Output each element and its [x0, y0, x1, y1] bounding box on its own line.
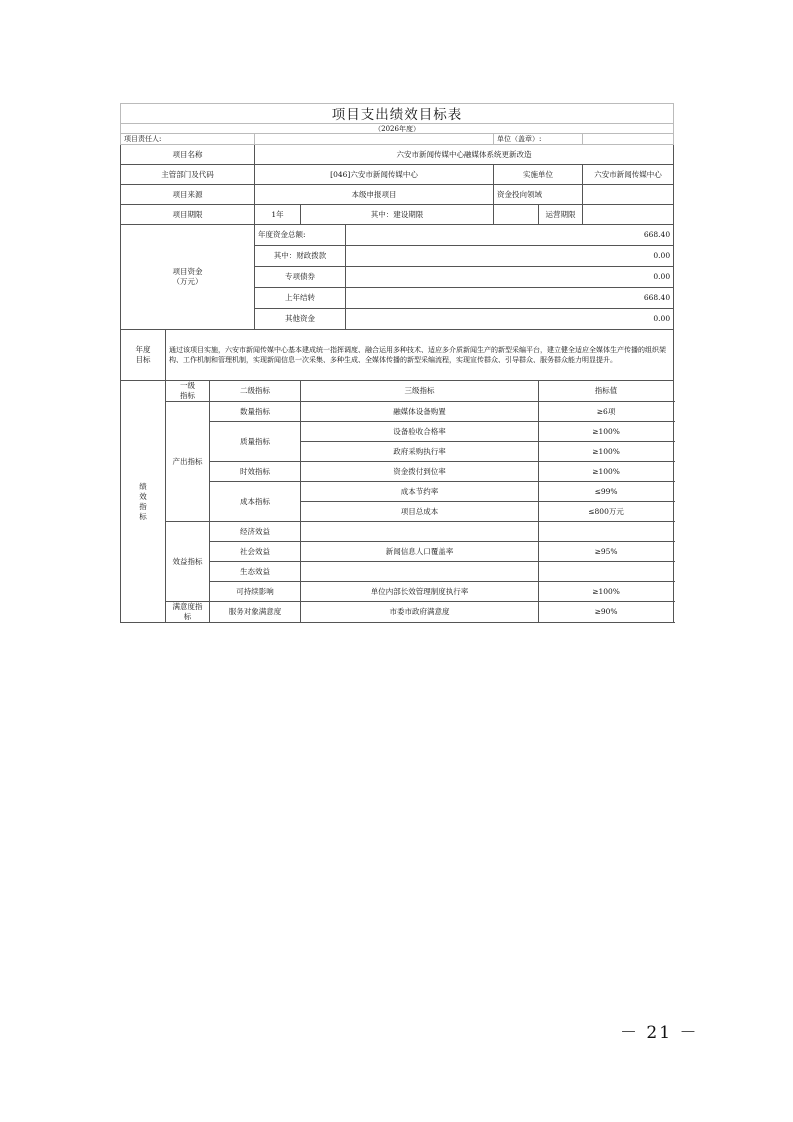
funds-label-line2: （万元） — [172, 277, 203, 286]
eco-indicator: 生态效益 — [210, 562, 301, 582]
funds-total-label: 年度资金总额: — [255, 225, 346, 246]
social-l3: 新闻信息人口覆盖率 — [301, 542, 539, 562]
head-level1-line2: 指标 — [180, 391, 195, 400]
period-value: 1年 — [255, 205, 301, 225]
cost-l3-1: 成本节约率 — [301, 482, 539, 502]
dept-label: 主管部门及代码 — [121, 165, 255, 185]
head-level2: 二级指标 — [210, 381, 301, 402]
funds-other-value: 0.00 — [346, 309, 674, 330]
build-period-value — [494, 205, 539, 225]
form-year: （2026年度） — [121, 124, 674, 134]
goal-label — [121, 330, 166, 381]
output-indicator-label: 产出指标 — [166, 402, 210, 522]
responsible-label: 项目责任人: — [121, 134, 255, 145]
social-indicator: 社会效益 — [210, 542, 301, 562]
satisfaction-value: ≥90% — [539, 602, 674, 623]
invest-label: 资金投向领域 — [494, 185, 583, 205]
benefit-indicator-label: 效益指标 — [166, 522, 210, 602]
responsible-value — [255, 134, 494, 145]
economic-indicator: 经济效益 — [210, 522, 301, 542]
ops-period-label: 运营期限 — [539, 205, 583, 225]
side-char-1: 绩 — [139, 481, 147, 491]
time-indicator: 时效指标 — [210, 462, 301, 482]
time-l3: 资金拨付到位率 — [301, 462, 539, 482]
head-level3: 三级指标 — [301, 381, 539, 402]
head-value: 指标值 — [539, 381, 674, 402]
impl-unit-value: 六安市新闻传媒中心 — [583, 165, 674, 185]
performance-target-form — [120, 103, 673, 623]
source-label: 项目来源 — [121, 185, 255, 205]
economic-l3 — [301, 522, 539, 542]
funds-other-label: 其他资金 — [255, 309, 346, 330]
head-level1-line1: 一级 — [180, 381, 195, 390]
side-char-3: 指 — [139, 501, 147, 511]
funds-total-value: 668.40 — [346, 225, 674, 246]
form-title: 项目支出绩效目标表 — [121, 104, 674, 124]
economic-value — [539, 522, 674, 542]
sustain-indicator: 可持续影响 — [210, 582, 301, 602]
cost-value-1: ≤99% — [539, 482, 674, 502]
social-value: ≥95% — [539, 542, 674, 562]
impl-unit-label: 实施单位 — [494, 165, 583, 185]
funds-label-line1: 项目资金 — [172, 267, 203, 276]
cost-value-2: ≤800万元 — [539, 502, 674, 522]
indicators-side-label — [121, 381, 166, 623]
head-level1 — [166, 381, 210, 402]
cost-indicator: 成本指标 — [210, 482, 301, 522]
funds-fiscal-label: 其中：财政拨款 — [255, 246, 346, 267]
sustain-l3: 单位内部长效管理制度执行率 — [301, 582, 539, 602]
ops-period-value — [583, 205, 674, 225]
quality-indicator: 质量指标 — [210, 422, 301, 462]
project-name-value: 六安市新闻传媒中心融媒体系统更新改造 — [255, 145, 674, 165]
page-number: － 21 － — [620, 1023, 699, 1043]
form-table — [120, 103, 674, 623]
invest-value — [583, 185, 674, 205]
satisfaction-l2: 服务对象满意度 — [210, 602, 301, 623]
goal-text: 通过该项目实施，六安市新闻传媒中心基本建成统一指挥调度、融合运用多种技术、适应多介质新闻生产的新型采编平台，建立健全适应全媒体生产传播的组织架构、工作机制和管理机制，实现新闻信息一次采集、多种生成、全媒体传播的新型采编流程，实现宣传群众、引导群众、服务群众能力明显提升。 — [166, 330, 674, 381]
funds-label — [121, 225, 255, 330]
build-period-label: 其中：建设期限 — [301, 205, 494, 225]
quantity-l3: 融媒体设备购置 — [301, 402, 539, 422]
unit-seal-value — [583, 134, 674, 145]
time-value: ≥100% — [539, 462, 674, 482]
funds-bond-value: 0.00 — [346, 267, 674, 288]
sustain-value: ≥100% — [539, 582, 674, 602]
funds-bond-label: 专项债券 — [255, 267, 346, 288]
quality-value-2: ≥100% — [539, 442, 674, 462]
project-name-label: 项目名称 — [121, 145, 255, 165]
quality-l3-1: 设备验收合格率 — [301, 422, 539, 442]
unit-seal-label: 单位（盖章）: — [494, 134, 583, 145]
funds-carryover-label: 上年结转 — [255, 288, 346, 309]
goal-label-line1: 年度 — [135, 345, 151, 354]
quality-value-1: ≥100% — [539, 422, 674, 442]
cost-l3-2: 项目总成本 — [301, 502, 539, 522]
side-char-4: 标 — [139, 511, 147, 521]
quantity-value: ≥6项 — [539, 402, 674, 422]
dept-value: [046]六安市新闻传媒中心 — [255, 165, 494, 185]
quantity-indicator: 数量指标 — [210, 402, 301, 422]
quality-l3-2: 政府采购执行率 — [301, 442, 539, 462]
period-label: 项目期限 — [121, 205, 255, 225]
satisfaction-l3: 市委市政府满意度 — [301, 602, 539, 623]
goal-label-line2: 目标 — [135, 355, 151, 364]
eco-l3 — [301, 562, 539, 582]
source-value: 本级申报项目 — [255, 185, 494, 205]
eco-value — [539, 562, 674, 582]
side-char-2: 效 — [139, 491, 147, 501]
funds-fiscal-value: 0.00 — [346, 246, 674, 267]
funds-carryover-value: 668.40 — [346, 288, 674, 309]
satisfaction-indicator-label: 满意度指标 — [166, 602, 210, 623]
